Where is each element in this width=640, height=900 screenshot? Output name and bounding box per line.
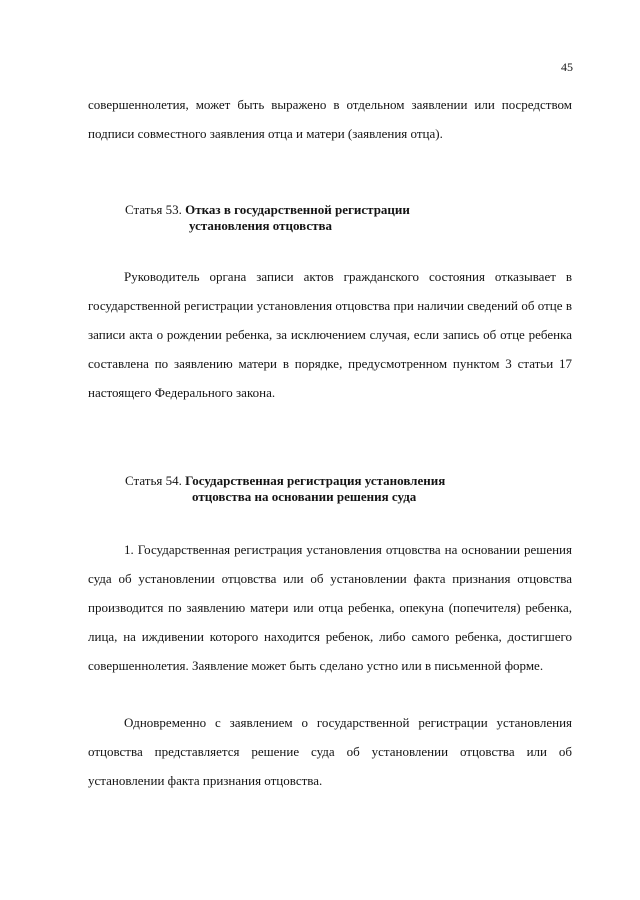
- article-53-label: Статья 53.: [125, 202, 182, 217]
- article-53-body: Руководитель органа записи актов гражданского состояния отказывает в государственной регистрации установления отцовства при наличии сведений об отце в записи акта о рождении ребенка, за исключением случая, если запись об отце ребенка составлена по заявлению матери в порядке, предусмотренном пунктом 3 статьи 17 настоящего Федерального закона.: [88, 269, 572, 400]
- article-53-title-line1: Отказ в государственной регистрации: [185, 202, 410, 217]
- article-54-label: Статья 54.: [125, 473, 182, 488]
- article-54-paragraph-1: 1. Государственная регистрация установления отцовства на основании решения суда об установлении отцовства или об установлении факта признания отцовства производится по заявлению матери или отца ребенка, опекуна (попечителя) ребенка, лица, на иждивении которого находится ребенок, либо самого ребенка, достигшего совершеннолетия. Заявление может быть сделано устно или в письменной форме.: [88, 542, 572, 673]
- article-54-paragraph-2: Одновременно с заявлением о государственной регистрации установления отцовства представляется решение суда об установлении отцовства или об установлении факта признания отцовства.: [88, 715, 572, 788]
- article-54-title-line1: Государственная регистрация установления: [185, 473, 446, 488]
- article-53-heading: [125, 202, 410, 234]
- article-54-title-line2: отцовства на основании решения суда: [192, 489, 417, 504]
- article-54-heading: [125, 473, 445, 505]
- article-53-title-line2: установления отцовства: [189, 218, 332, 233]
- intro-paragraph: совершеннолетия, может быть выражено в отдельном заявлении или посредством подписи совместного заявления отца и матери (заявления отца).: [88, 97, 572, 141]
- page-number: 45: [561, 60, 573, 74]
